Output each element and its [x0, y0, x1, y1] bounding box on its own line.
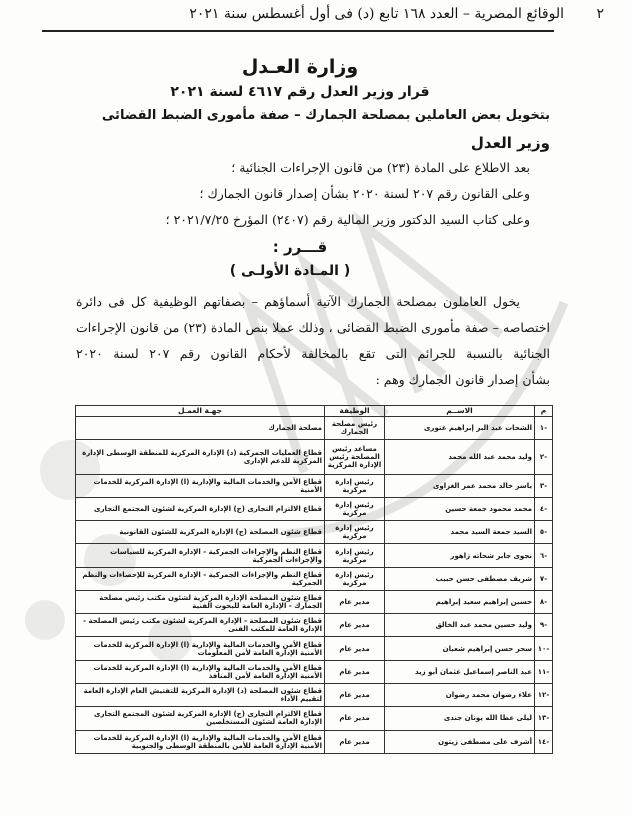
- table-row: [76, 544, 553, 567]
- workplace: مصلحة الجمارك: [76, 417, 325, 440]
- employee-name: عبد الناصر إسماعيل عثمان أبو زيد: [385, 660, 535, 683]
- row-number: -٢: [535, 440, 553, 474]
- row-number: -٤: [535, 497, 553, 520]
- row-number: -١٠: [535, 637, 553, 660]
- job-title: مدير عام: [325, 590, 385, 613]
- workplace: قطاع الأمن والخدمات المالية والإدارية (ا) الإدارة المركزية للخدمات الأمنية الإدارة العامة لأمن المعلومات: [76, 637, 325, 660]
- workplace: قطاع الالتزام التجارى (ج) الإدارة المركزية لشئون المجتمع التجارى: [76, 497, 325, 520]
- article-line: يخول العاملون بمصلحة الجمارك الآتية أسماؤهم – بصفاتهم الوظيفية كل فى دائرة: [76, 294, 520, 309]
- employee-name: علاء رضوان محمد رضوان: [385, 684, 535, 707]
- table-row: [76, 590, 553, 613]
- page-number: ٢: [596, 6, 604, 22]
- article-line: بشأن إصدار قانون الجمارك وهم :: [375, 372, 550, 387]
- employee-name: سحر حسن إبراهيم شعبان: [385, 637, 535, 660]
- table-row: [76, 730, 553, 753]
- employee-name: شريف مصطفى حسن حبيب: [385, 567, 535, 590]
- article-line: اختصاصه – صفة مأمورى الضبط القضائى ، وذلك عملا بنص المادة (٢٣) من قانون الإجراءات: [76, 320, 550, 335]
- article-line: الجنائية بالنسبة للجرائم التى تقع بالمخالفة لأحكام القانون رقم ٢٠٧ لسنة ٢٠٢٠: [76, 346, 550, 361]
- job-title: رئيس إدارة مركزية: [325, 544, 385, 567]
- job-title: مساعد رئيس المصلحة رئيس الإدارة المركزية: [325, 440, 385, 474]
- decree-title: قرار وزير العدل رقم ٤٦١٧ لسنة ٢٠٢١: [170, 84, 430, 100]
- employee-name: ليلى عطا الله يونان جندى: [385, 707, 535, 730]
- job-title: مدير عام: [325, 614, 385, 637]
- row-number: -١: [535, 417, 553, 440]
- workplace: قطاع شئون المصلحة (ج) الإدارة المركزية للشئون القانونية: [76, 521, 325, 544]
- job-title: مدير عام: [325, 637, 385, 660]
- workplace: قطاع الأمن والخدمات المالية والإدارية (ا) الإدارة المركزية للخدمات الأمنية الإدارة العامة للأمن بالمنطقة الوسطى والجنوبية: [76, 730, 325, 753]
- row-number: -٣: [535, 474, 553, 497]
- job-title: مدير عام: [325, 707, 385, 730]
- header-rule: [42, 30, 554, 32]
- row-number: -٦: [535, 544, 553, 567]
- employee-name: أشرف على مصطفى زيتون: [385, 730, 535, 753]
- job-title: رئيس إدارة مركزية: [325, 521, 385, 544]
- employee-name: ياسر خالد محمد عمر الغزاوى: [385, 474, 535, 497]
- table-row: [76, 521, 553, 544]
- row-number: -١٣: [535, 707, 553, 730]
- col-header-department: جهـة العمـل: [76, 406, 325, 417]
- workplace: قطاع شئون المصلحة الإدارة المركزية لشئون مكتب رئيس مصلحة الجمارك - الإدارة العامة للبحوث الفنية: [76, 590, 325, 613]
- job-title: رئيس إدارة مركزية: [325, 497, 385, 520]
- workplace: قطاع العمليات الجمركية (د) الإدارة المركزية للمنطقة الوسطى الإدارة المركزية للدعم الإدارى: [76, 440, 325, 474]
- row-number: -١١: [535, 660, 553, 683]
- table-row: [76, 417, 553, 440]
- table-row: [76, 440, 553, 474]
- table-header-row: [76, 406, 553, 417]
- employee-name: حسين إبراهيم سعيد إبراهيم: [385, 590, 535, 613]
- preamble-line: وعلى كتاب السيد الدكتور وزير المالية رقم (٢٤٠٧) المؤرخ ٢٠٢١/٧/٢٥ ؛: [165, 212, 530, 227]
- workplace: قطاع النظم والإجراءات الجمركية - الإدارة المركزية للسياسات والإجراءات الجمركية: [76, 544, 325, 567]
- col-header-name: الاســم: [385, 406, 535, 417]
- row-number: -٨: [535, 590, 553, 613]
- decided-heading: قـــرر :: [272, 238, 328, 256]
- workplace: قطاع الالتزام التجارى (ج) الإدارة المركزية لشئون المجتمع التجارى الإدارة العامة لشئون المستخلصين: [76, 707, 325, 730]
- row-number: -١٢: [535, 684, 553, 707]
- row-number: -١٤: [535, 730, 553, 753]
- job-title: مدير عام: [325, 660, 385, 683]
- row-number: -٧: [535, 567, 553, 590]
- workplace: قطاع شئون المصلحة - الإدارة المركزية لشئون مكتب رئيس المصلحة - الإدارة العامة للمكتب الفنى: [76, 614, 325, 637]
- col-header-number: م: [535, 406, 553, 417]
- job-title: مدير عام: [325, 730, 385, 753]
- table-row: [76, 614, 553, 637]
- job-title: رئيس مصلحة الجمارك: [325, 417, 385, 440]
- officials-table: [75, 405, 553, 754]
- table-row: [76, 474, 553, 497]
- job-title: رئيس إدارة مركزية: [325, 474, 385, 497]
- row-number: -٥: [535, 521, 553, 544]
- workplace: قطاع النظم والإجراءات الجمركية - الإدارة المركزية للإحصاءات والنظم الجمركية: [76, 567, 325, 590]
- table-row: [76, 660, 553, 683]
- table-row: [76, 684, 553, 707]
- table-row: [76, 567, 553, 590]
- col-header-title: الوظيفة: [325, 406, 385, 417]
- running-header: [22, 6, 610, 28]
- decree-subject: بتخويل بعض العاملين بمصلحة الجمارك – صفة مأمورى الضبط القضائى: [101, 108, 550, 123]
- workplace: قطاع الأمن والخدمات المالية والإدارية (ا) الإدارة المركزية للخدمات الأمنية الإدارة العامة لأمن المنافذ: [76, 660, 325, 683]
- workplace: قطاع الأمن والخدمات المالية والإدارية (ا) الإدارة المركزية للخدمات الأمنية: [76, 474, 325, 497]
- employee-name: الشحات عبد البر إبراهيم غتورى: [385, 417, 535, 440]
- header-text: الوقائع المصرية – العدد ١٦٨ تابع (د) فى أول أغسطس سنة ٢٠٢١: [189, 6, 564, 22]
- table-row: [76, 707, 553, 730]
- employee-name: وليد محمد عبد الله محمد: [385, 440, 535, 474]
- workplace: قطاع شئون المصلحة (د) الإدارة المركزية للتفتيش العام الإدارة العامة لتقييم الأداء: [76, 684, 325, 707]
- preamble-line: وعلى القانون رقم ٢٠٧ لسنة ٢٠٢٠ بشأن إصدار قانون الجمارك ؛: [199, 186, 530, 201]
- employee-name: نجوى جابر شحاته زاهور: [385, 544, 535, 567]
- minister-heading: وزير العدل: [470, 134, 550, 152]
- employee-name: محمد محمود جمعة حسين: [385, 497, 535, 520]
- ministry-title: وزارة العـدل: [241, 56, 359, 78]
- table-row: [76, 497, 553, 520]
- employee-name: وليد حسين محمد عبد الخالق: [385, 614, 535, 637]
- job-title: مدير عام: [325, 684, 385, 707]
- employee-name: السيد جمعة السيد محمد: [385, 521, 535, 544]
- article-title: ( المـادة الأولـى ): [229, 263, 351, 279]
- table-row: [76, 637, 553, 660]
- row-number: -٩: [535, 614, 553, 637]
- preamble-line: بعد الاطلاع على المادة (٢٣) من قانون الإجراءات الجنائية ؛: [231, 160, 530, 175]
- job-title: رئيس إدارة مركزية: [325, 567, 385, 590]
